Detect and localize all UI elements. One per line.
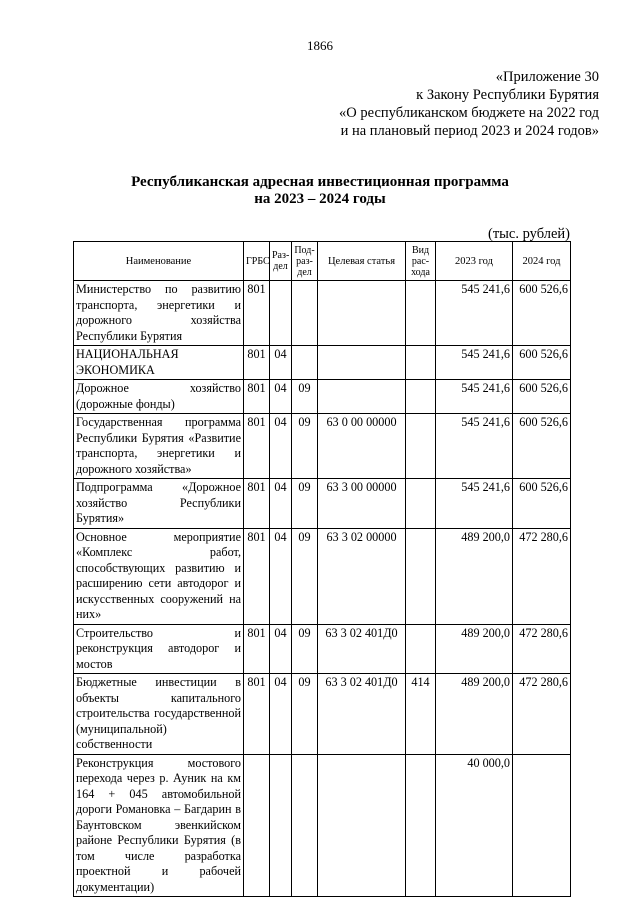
document-title: [0, 174, 640, 208]
page-number: 1866: [307, 38, 333, 53]
row-grbs: 801: [244, 380, 270, 414]
header-vid-2: рас-: [411, 255, 430, 267]
table-row: [74, 281, 571, 346]
header-grbs: ГРБС: [244, 242, 270, 281]
row-2024: [513, 754, 571, 897]
header-vid: [406, 242, 436, 281]
title-line-1: Республиканская адресная инвестиционная программа: [131, 174, 509, 190]
header-vid-3: хода: [411, 266, 430, 278]
row-grbs: [244, 754, 270, 897]
row-name: Государственная программа Республики Бурятия «Развитие транспорта, энергетики и дорожного хозяйства»: [74, 414, 244, 479]
title-line-2: на 2023 – 2024 годы: [254, 191, 386, 207]
row-podrazdel: 09: [292, 674, 318, 755]
row-2023: 545 241,6: [436, 479, 513, 529]
row-vid: [406, 479, 436, 529]
header-podrazdel-3: дел: [297, 266, 312, 278]
row-2024: 472 280,6: [513, 674, 571, 755]
table-row: [74, 479, 571, 529]
row-razdel: 04: [270, 479, 292, 529]
row-2023: 489 200,0: [436, 674, 513, 755]
row-vid: [406, 380, 436, 414]
table-row: [74, 380, 571, 414]
row-podrazdel: 09: [292, 414, 318, 479]
row-article: 63 3 00 00000: [318, 479, 406, 529]
row-name: Дорожное хозяйство (дорожные фонды): [74, 380, 244, 414]
row-2024: 600 526,6: [513, 281, 571, 346]
row-vid: [406, 624, 436, 674]
row-grbs: 801: [244, 346, 270, 380]
row-name: Подпрограмма «Дорожное хозяйство Республики Бурятия»: [74, 479, 244, 529]
row-grbs: 801: [244, 479, 270, 529]
row-2024: 600 526,6: [513, 346, 571, 380]
row-vid: [406, 414, 436, 479]
row-grbs: 801: [244, 674, 270, 755]
row-razdel: 04: [270, 674, 292, 755]
row-vid: [406, 281, 436, 346]
header-razdel-1: Раз-: [272, 250, 290, 261]
table-row: [74, 624, 571, 674]
units-label: (тыс. рублей): [488, 226, 570, 242]
header-vid-1: Вид: [411, 244, 430, 256]
investment-table: [73, 241, 571, 897]
row-razdel: 04: [270, 380, 292, 414]
row-razdel: 04: [270, 528, 292, 624]
row-razdel: 04: [270, 624, 292, 674]
row-name: Министерство по развитию транспорта, энергетики и дорожного хозяйства Республики Бурятия: [74, 281, 244, 346]
appendix-line-1: «Приложение 30: [495, 69, 599, 85]
appendix-line-4: и на плановый период 2023 и 2024 годов»: [340, 123, 599, 139]
row-2024: 472 280,6: [513, 528, 571, 624]
row-article: 63 3 02 00000: [318, 528, 406, 624]
row-article: [318, 346, 406, 380]
row-podrazdel: 09: [292, 380, 318, 414]
row-podrazdel: [292, 281, 318, 346]
header-razdel-2: дел: [273, 261, 288, 272]
table-row: [74, 674, 571, 755]
row-podrazdel: 09: [292, 624, 318, 674]
row-vid: [406, 346, 436, 380]
row-article: 63 3 02 401Д0: [318, 674, 406, 755]
row-article: [318, 281, 406, 346]
row-2024: 600 526,6: [513, 479, 571, 529]
row-2023: 545 241,6: [436, 346, 513, 380]
row-article: [318, 380, 406, 414]
table-row: [74, 414, 571, 479]
row-2023: 545 241,6: [436, 380, 513, 414]
row-grbs: 801: [244, 414, 270, 479]
header-article: Целевая статья: [318, 242, 406, 281]
row-name: Основное мероприятие «Комплекс работ, способствующих развитию и расширению сети автодорог и искусственных сооружений на них»: [74, 528, 244, 624]
appendix-line-2: к Закону Республики Бурятия: [416, 87, 599, 103]
row-podrazdel: [292, 346, 318, 380]
row-name: НАЦИОНАЛЬНАЯ ЭКОНОМИКА: [74, 346, 244, 380]
row-name: Бюджетные инвестиции в объекты капитального строительства государственной (муниципальной) собственности: [74, 674, 244, 755]
row-2024: 472 280,6: [513, 624, 571, 674]
row-name: Строительство и реконструкция автодорог и мостов: [74, 624, 244, 674]
header-podrazdel: [292, 242, 318, 281]
row-2023: 489 200,0: [436, 528, 513, 624]
row-article: [318, 754, 406, 897]
header-name: Наименование: [74, 242, 244, 281]
table-row: [74, 346, 571, 380]
row-name: Реконструкция мостового перехода через р. Ауник на км 164 + 045 автомобильной дороги Романовка – Багдарин в Баунтовском эвенкийском районе Республики Бурятия (в том числе разработка проектной и рабочей документации): [74, 754, 244, 897]
row-vid: [406, 754, 436, 897]
header-razdel: [270, 242, 292, 281]
row-article: 63 3 02 401Д0: [318, 624, 406, 674]
row-2023: 40 000,0: [436, 754, 513, 897]
row-podrazdel: 09: [292, 479, 318, 529]
row-2023: 489 200,0: [436, 624, 513, 674]
row-razdel: 04: [270, 346, 292, 380]
row-2024: 600 526,6: [513, 414, 571, 479]
row-2023: 545 241,6: [436, 281, 513, 346]
row-grbs: 801: [244, 281, 270, 346]
row-podrazdel: [292, 754, 318, 897]
row-article: 63 0 00 00000: [318, 414, 406, 479]
appendix-header: [339, 68, 599, 140]
table-header-row: [74, 242, 571, 281]
table-row: [74, 754, 571, 897]
header-podrazdel-2: раз-: [296, 255, 313, 267]
appendix-line-3: «О республиканском бюджете на 2022 год: [339, 105, 599, 121]
row-grbs: 801: [244, 624, 270, 674]
header-2024: 2024 год: [513, 242, 571, 281]
row-2024: 600 526,6: [513, 380, 571, 414]
row-razdel: [270, 754, 292, 897]
row-vid: [406, 528, 436, 624]
row-razdel: 04: [270, 414, 292, 479]
row-razdel: [270, 281, 292, 346]
row-2023: 545 241,6: [436, 414, 513, 479]
table-row: [74, 528, 571, 624]
row-vid: 414: [406, 674, 436, 755]
header-podrazdel-1: Под-: [294, 244, 315, 256]
row-podrazdel: 09: [292, 528, 318, 624]
header-2023: 2023 год: [436, 242, 513, 281]
row-grbs: 801: [244, 528, 270, 624]
